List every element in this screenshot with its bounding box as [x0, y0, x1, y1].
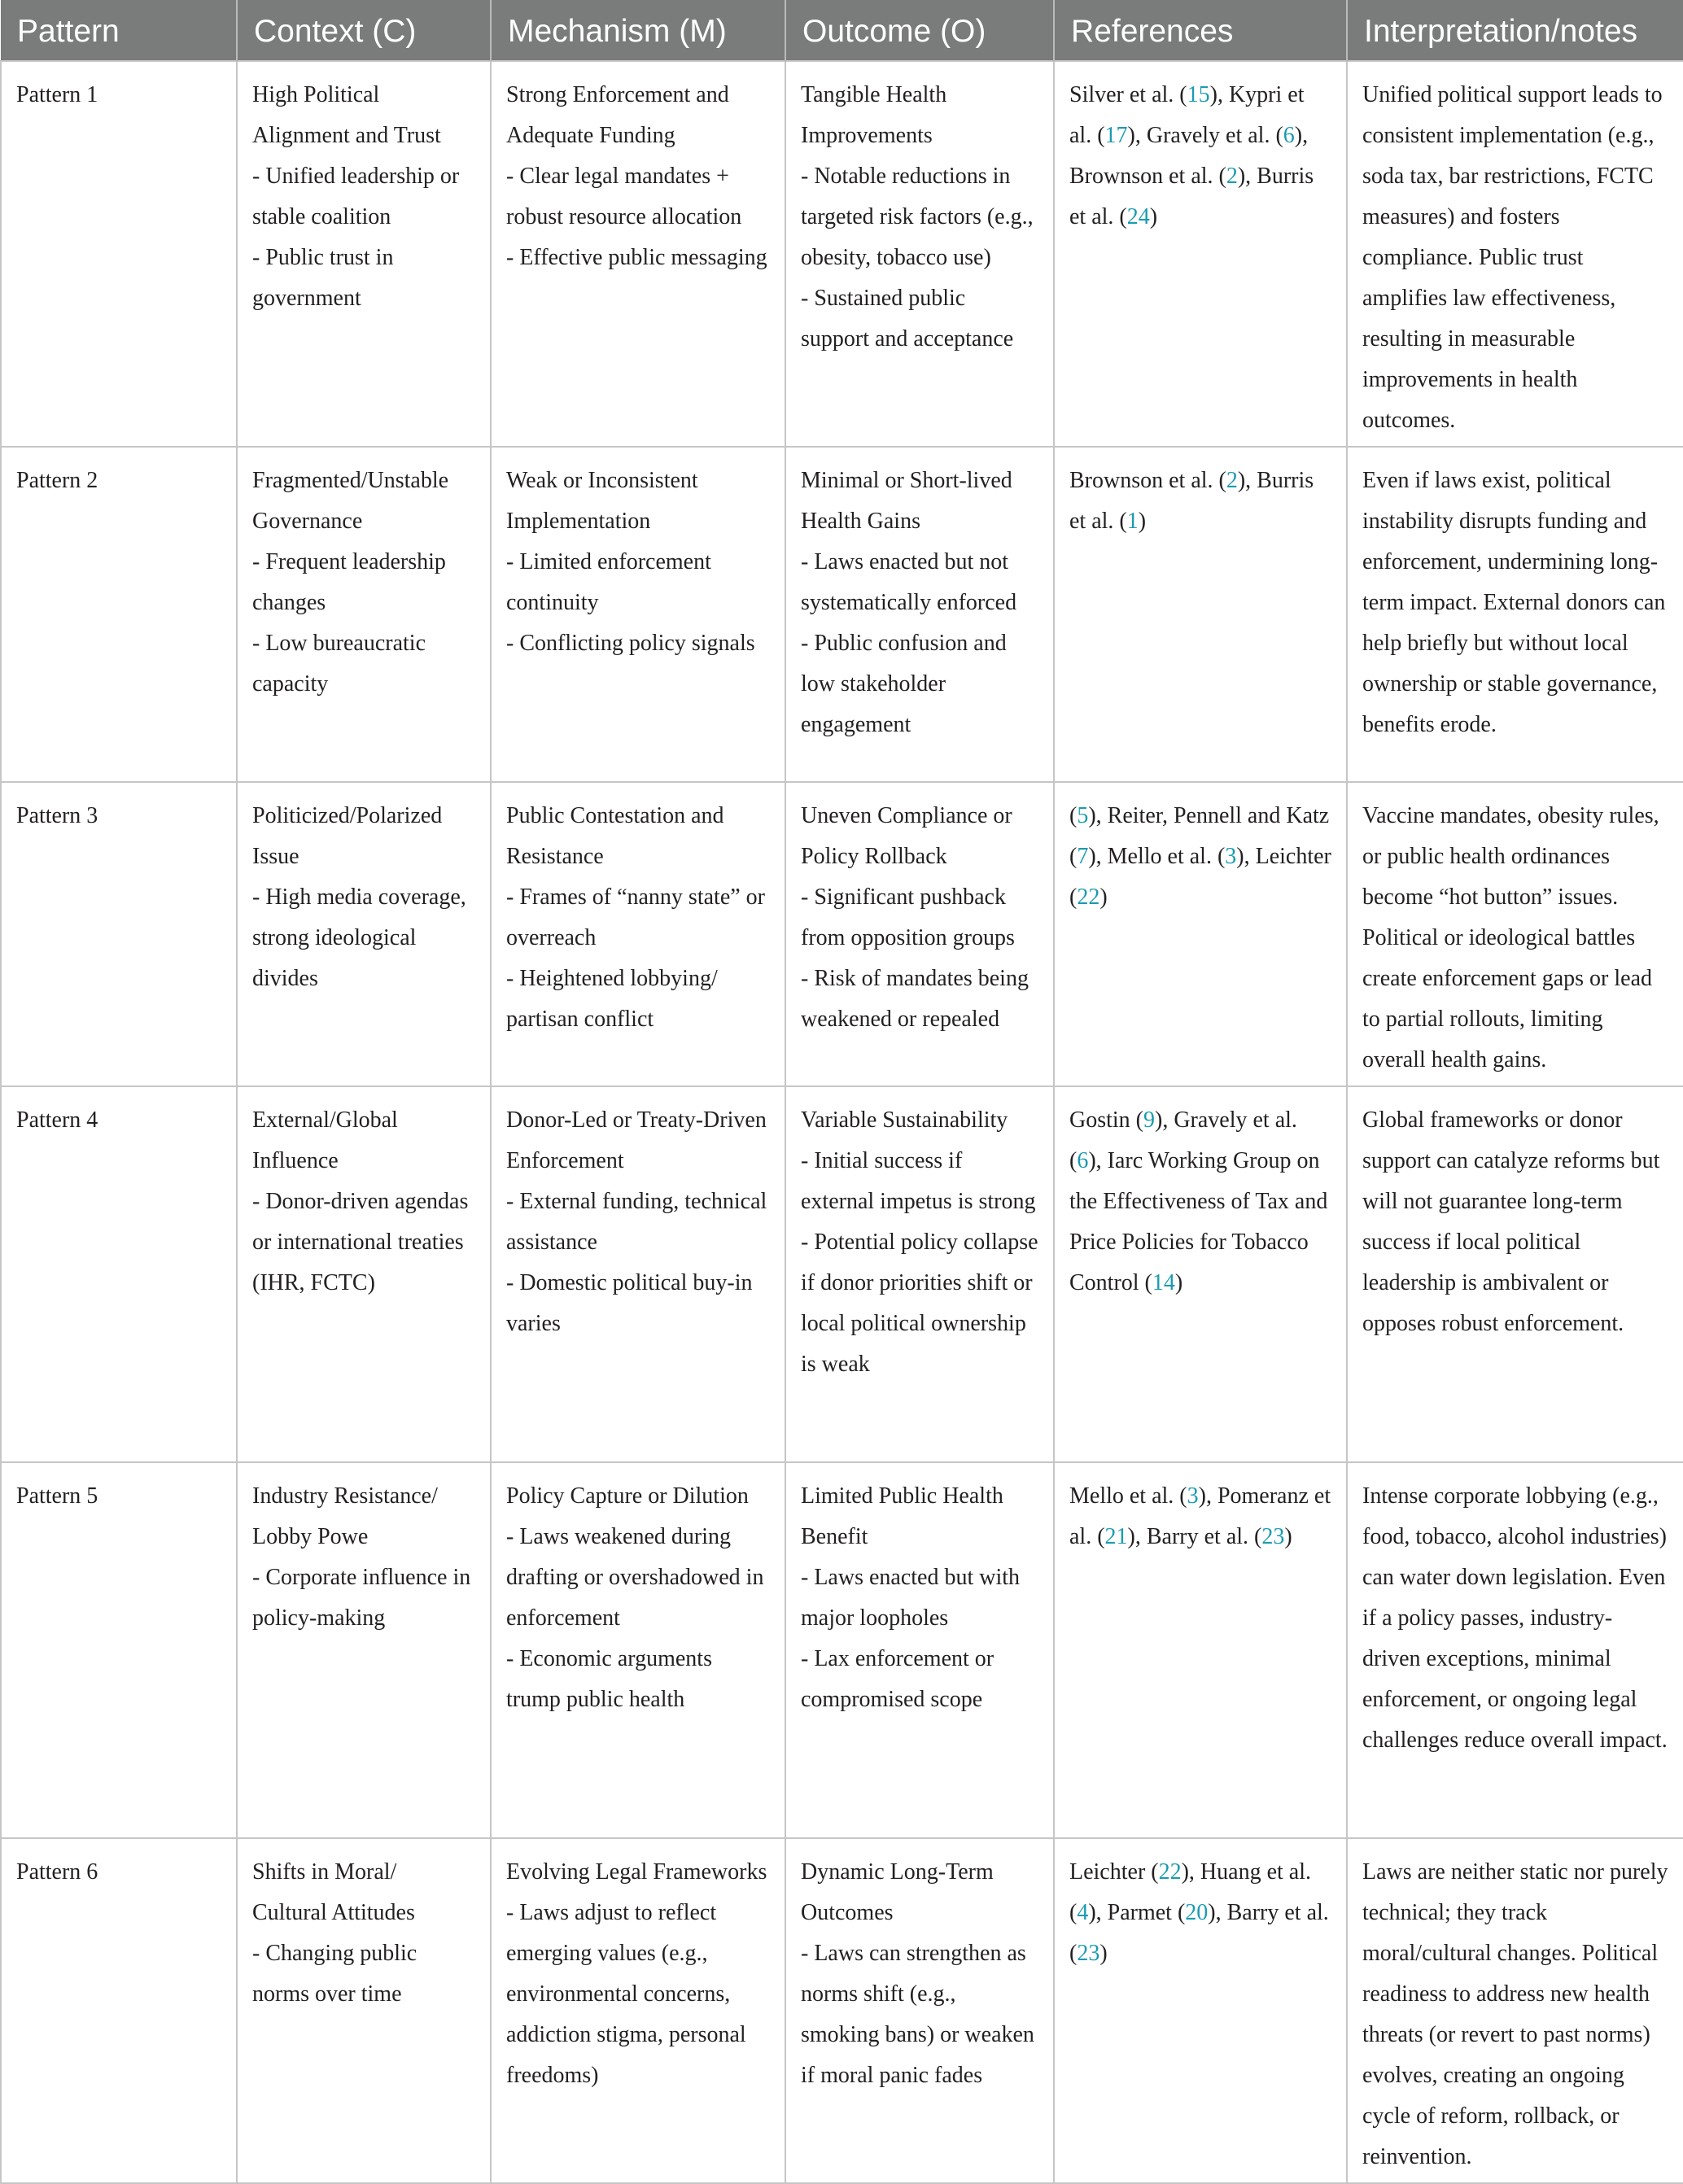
citation-link[interactable]: 6	[1283, 123, 1295, 148]
mechanism-line: - Clear legal mandates + robust resource allocation	[506, 164, 742, 229]
reference-text: )	[1138, 509, 1147, 534]
outcome-line: Limited Public Health Benefit	[801, 1483, 1003, 1549]
mechanism-line: - Frames of “nanny state” or overreach	[506, 885, 765, 950]
outcome-line: - Sustained public support and acceptance	[801, 286, 1014, 352]
reference-text: Gostin (	[1069, 1107, 1143, 1133]
context-line: - Donor-driven agendas or international treaties (IHR, FCTC)	[252, 1189, 469, 1295]
citation-link[interactable]: 23	[1077, 1941, 1100, 1966]
context-cell	[237, 447, 491, 782]
mechanism-cell	[491, 782, 785, 1086]
outcome-line: Variable Sustainability	[801, 1107, 1008, 1133]
header-mechanism: Mechanism (M)	[491, 0, 785, 61]
outcome-cell	[785, 1462, 1054, 1838]
notes-cell: Vaccine mandates, obesity rules, or public health ordinances become “hot button” issues. Political or ideological battles create enforcement gaps or lead to partial rollouts, limiting overall health gains.	[1347, 782, 1683, 1086]
table-row	[1, 1462, 1683, 1838]
citation-link[interactable]: 6	[1077, 1148, 1089, 1173]
reference-text: )	[1099, 1941, 1108, 1966]
citation-link[interactable]: 20	[1185, 1900, 1209, 1925]
citation-link[interactable]: 7	[1077, 844, 1089, 869]
context-line: - Unified leadership or stable coalition	[252, 164, 460, 229]
mechanism-cell	[491, 1086, 785, 1462]
reference-text: ), Brownson et al. (	[1069, 123, 1309, 189]
reference-text: )	[1099, 885, 1108, 910]
context-line: Shifts in Moral/ Cultural Attitudes	[252, 1859, 415, 1925]
reference-text: ), Pomeranz et al. (	[1069, 1483, 1331, 1549]
mechanism-line: - Effective public messaging	[506, 245, 767, 270]
reference-text: ), Parmet (	[1088, 1900, 1186, 1925]
table-row	[1, 61, 1683, 447]
reference-text: ), Kypri et al. (	[1069, 82, 1305, 148]
mechanism-line: - Domestic political buy-in varies	[506, 1270, 753, 1336]
outcome-line: Minimal or Short-lived Health Gains	[801, 468, 1012, 534]
citation-link[interactable]: 3	[1225, 844, 1237, 869]
outcome-line: - Initial success if external impetus is strong	[801, 1148, 1036, 1214]
citation-link[interactable]: 3	[1187, 1483, 1199, 1509]
citation-link[interactable]: 2	[1226, 164, 1238, 189]
outcome-line: - Potential policy collapse if donor priorities shift or local political ownership is weak	[801, 1230, 1038, 1377]
citation-link[interactable]: 22	[1077, 885, 1100, 910]
outcome-line: - Lax enforcement or compromised scope	[801, 1646, 994, 1712]
context-cell	[237, 1086, 491, 1462]
table-body	[1, 61, 1683, 2183]
reference-text: Silver et al. (	[1069, 82, 1187, 107]
table-row	[1, 1086, 1683, 1462]
pattern-cell: Pattern 6	[1, 1838, 237, 2183]
table-row	[1, 447, 1683, 782]
outcome-line: - Notable reductions in targeted risk factors (e.g., obesity, tobacco use)	[801, 164, 1034, 270]
notes-cell: Intense corporate lobbying (e.g., food, tobacco, alcohol industries) can water down legislation. Even if a policy passes, industry-driven exceptions, minimal enforcement, or ongoing legal challenges reduce overall impact.	[1347, 1462, 1683, 1838]
header-row	[1, 0, 1683, 61]
outcome-line: - Laws can strengthen as norms shift (e.g., smoking bans) or weaken if moral panic fades	[801, 1941, 1034, 2088]
citation-link[interactable]: 21	[1104, 1524, 1128, 1549]
reference-text: ), Barry et al. (	[1127, 1524, 1262, 1549]
citation-link[interactable]: 22	[1158, 1859, 1182, 1885]
header-pattern: Pattern	[1, 0, 237, 61]
citation-link[interactable]: 23	[1261, 1524, 1285, 1549]
mechanism-line: Evolving Legal Frameworks	[506, 1859, 767, 1885]
reference-text: ), Huang et al. (	[1069, 1859, 1311, 1925]
context-line: High Political Alignment and Trust	[252, 82, 441, 148]
notes-cell: Unified political support leads to consistent implementation (e.g., soda tax, bar restrictions, FCTC measures) and fosters compliance. Public trust amplifies law effectiveness, resulting in measurable improvements in health outcomes.	[1347, 61, 1683, 447]
reference-text: ), Barry et al. (	[1069, 1900, 1329, 1966]
outcome-cell	[785, 1838, 1054, 2183]
context-cell	[237, 782, 491, 1086]
citation-link[interactable]: 5	[1077, 803, 1089, 828]
reference-text: Mello et al. (	[1069, 1483, 1187, 1509]
mechanism-line: - Economic arguments trump public health	[506, 1646, 712, 1712]
reference-text: ), Gravely et al. (	[1127, 123, 1283, 148]
context-line: - Changing public norms over time	[252, 1941, 417, 2007]
context-line: Fragmented/Unstable Governance	[252, 468, 449, 534]
citation-link[interactable]: 15	[1187, 82, 1210, 107]
references-cell	[1054, 447, 1347, 782]
outcome-line: Tangible Health Improvements	[801, 82, 947, 148]
reference-text: )	[1174, 1270, 1183, 1295]
mechanism-line: - Heightened lobbying/ partisan conflict	[506, 966, 718, 1032]
notes-cell: Laws are neither static nor purely technical; they track moral/cultural changes. Political readiness to address new health threats (or revert to past norms) evolves, creating an ongoing cycle of reform, rollback, or reinvention.	[1347, 1838, 1683, 2183]
outcome-line: - Laws enacted but not systematically enforced	[801, 549, 1017, 615]
pattern-cell: Pattern 5	[1, 1462, 237, 1838]
context-line: - High media coverage, strong ideological divides	[252, 885, 466, 991]
mechanism-cell	[491, 1462, 785, 1838]
reference-text: ), Iarc Working Group on the Effectiveness of Tax and Price Policies for Tobacco Control (	[1069, 1148, 1328, 1295]
reference-text: ), Reiter, Pennell and Katz (	[1069, 803, 1330, 869]
context-cell	[237, 1838, 491, 2183]
citation-link[interactable]: 2	[1226, 468, 1238, 493]
outcome-line: Uneven Compliance or Policy Rollback	[801, 803, 1012, 869]
outcome-cell	[785, 1086, 1054, 1462]
mechanism-line: - Limited enforcement continuity	[506, 549, 711, 615]
reference-text: )	[1284, 1524, 1292, 1549]
citation-link[interactable]: 9	[1143, 1107, 1155, 1133]
header-outcome: Outcome (O)	[785, 0, 1054, 61]
references-cell	[1054, 1462, 1347, 1838]
context-line: External/Global Influence	[252, 1107, 398, 1173]
context-line: Industry Resistance/ Lobby Powe	[252, 1483, 438, 1549]
notes-cell: Global frameworks or donor support can catalyze reforms but will not guarantee long-term success if local political leadership is ambivalent or opposes robust enforcement.	[1347, 1086, 1683, 1462]
citation-link[interactable]: 1	[1126, 509, 1139, 534]
outcome-line: - Public confusion and low stakeholder engagement	[801, 631, 1007, 737]
citation-link[interactable]: 14	[1152, 1270, 1175, 1295]
reference-text: Leichter (	[1069, 1859, 1159, 1885]
context-cell	[237, 1462, 491, 1838]
reference-text: ), Mello et al. (	[1088, 844, 1226, 869]
mechanism-line: Strong Enforcement and Adequate Funding	[506, 82, 729, 148]
table-header	[1, 0, 1683, 61]
reference-text: ), Gravely et al. (	[1069, 1107, 1297, 1173]
reference-text: Brownson et al. (	[1069, 468, 1226, 493]
references-cell	[1054, 782, 1347, 1086]
pattern-cell: Pattern 2	[1, 447, 237, 782]
mechanism-line: Public Contestation and Resistance	[506, 803, 724, 869]
reference-text: ), Burris et al. (	[1069, 468, 1314, 534]
citation-link[interactable]: 24	[1126, 204, 1150, 229]
mechanism-cell	[491, 447, 785, 782]
context-line: Politicized/Polarized Issue	[252, 803, 443, 869]
header-context: Context (C)	[237, 0, 491, 61]
outcome-line: - Significant pushback from opposition groups	[801, 885, 1015, 950]
mechanism-line: - Laws adjust to reflect emerging values (e.g., environmental concerns, addiction stigma, personal freedoms)	[506, 1900, 746, 2088]
context-line: - Frequent leadership changes	[252, 549, 446, 615]
mechanism-line: - External funding, technical assistance	[506, 1189, 767, 1255]
context-line: - Low bureaucratic capacity	[252, 631, 426, 697]
outcome-line: Dynamic Long-Term Outcomes	[801, 1859, 994, 1925]
table-row	[1, 782, 1683, 1086]
table-row	[1, 1838, 1683, 2183]
mechanism-cell	[491, 1838, 785, 2183]
mechanism-line: - Conflicting policy signals	[506, 631, 755, 656]
references-cell	[1054, 1838, 1347, 2183]
mechanism-line: - Laws weakened during drafting or overshadowed in enforcement	[506, 1524, 764, 1631]
mechanism-line: Policy Capture or Dilution	[506, 1483, 749, 1509]
mechanism-cell	[491, 61, 785, 447]
outcome-cell	[785, 61, 1054, 447]
pattern-cell: Pattern 3	[1, 782, 237, 1086]
reference-text: )	[1149, 204, 1158, 229]
pattern-cell: Pattern 1	[1, 61, 237, 447]
reference-text: (	[1069, 803, 1078, 828]
notes-cell: Even if laws exist, political instability disrupts funding and enforcement, undermining long-term impact. External donors can help briefly but without local ownership or stable governance, benefits erode.	[1347, 447, 1683, 782]
mechanism-line: Donor-Led or Treaty-Driven Enforcement	[506, 1107, 767, 1173]
outcome-cell	[785, 447, 1054, 782]
references-cell	[1054, 61, 1347, 447]
outcome-cell	[785, 782, 1054, 1086]
citation-link[interactable]: 17	[1104, 123, 1128, 148]
context-line: - Corporate influence in policy-making	[252, 1565, 471, 1631]
outcome-line: - Risk of mandates being weakened or repealed	[801, 966, 1029, 1032]
references-cell	[1054, 1086, 1347, 1462]
mechanism-line: Weak or Inconsistent Implementation	[506, 468, 698, 534]
context-line: - Public trust in government	[252, 245, 394, 311]
reference-text: ), Burris et al. (	[1069, 164, 1314, 229]
reference-text: ), Leichter (	[1069, 844, 1331, 910]
header-references: References	[1054, 0, 1347, 61]
header-notes: Interpretation/notes	[1347, 0, 1683, 61]
context-cell	[237, 61, 491, 447]
outcome-line: - Laws enacted but with major loopholes	[801, 1565, 1021, 1631]
citation-link[interactable]: 4	[1077, 1900, 1089, 1925]
pattern-cell: Pattern 4	[1, 1086, 237, 1462]
